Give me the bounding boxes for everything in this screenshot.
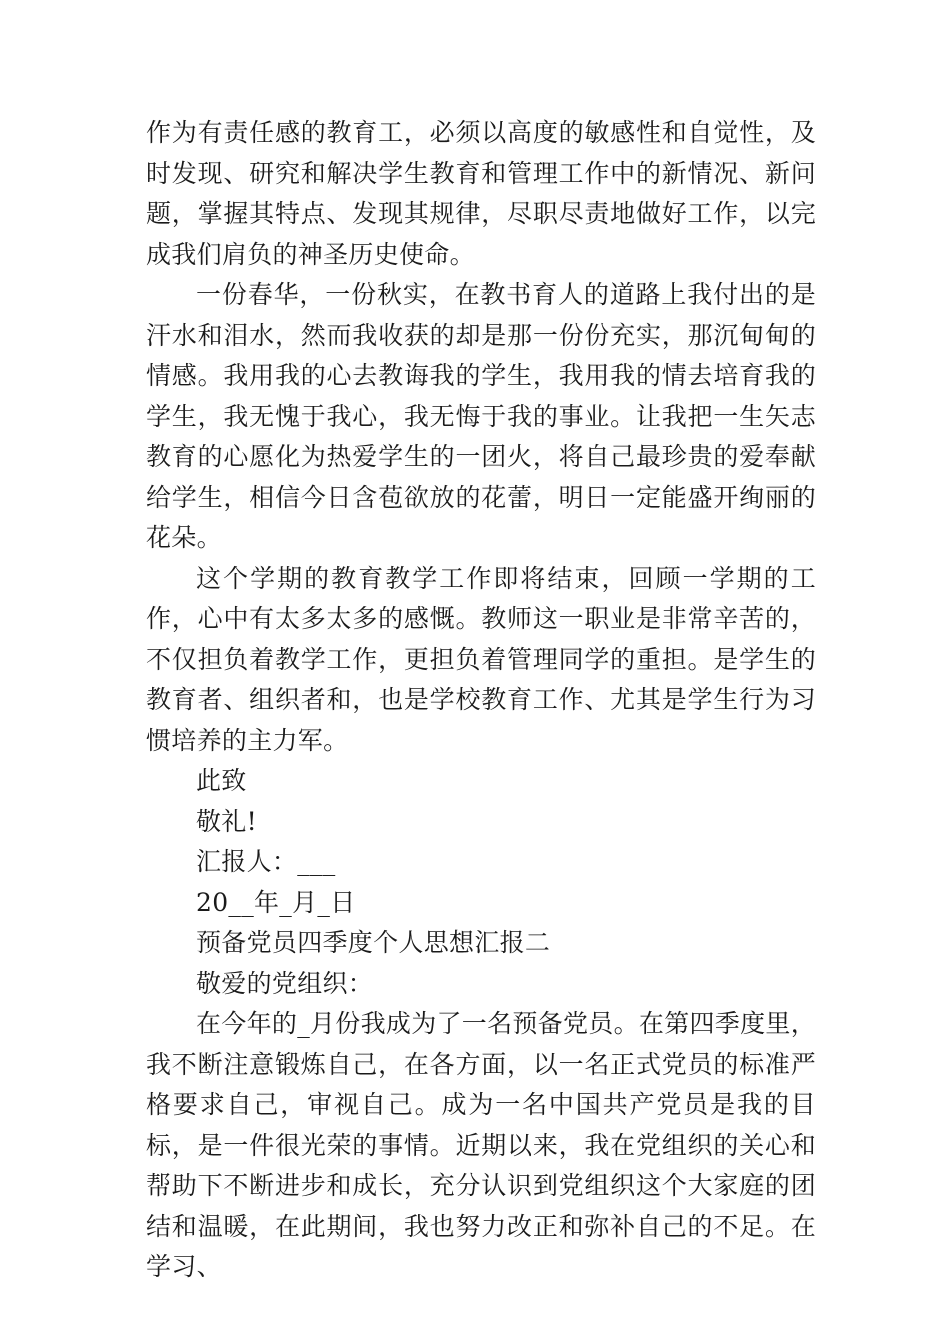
paragraph-1: 作为有责任感的教育工，必须以高度的敏感性和自觉性，及时发现、研究和解决学生教育和管理工作中的新情况、新问题，掌握其特点、发现其规律，尽职尽责地做好工作，以完成我们肩负的神圣历史使命。 bbox=[146, 118, 816, 269]
paragraph-3: 这个学期的教育教学工作即将结束，回顾一学期的工作，心中有太多太多的感慨。教师这一职业是非常辛苦的，不仅担负着教学工作，更担负着管理同学的重担。是学生的教育者、组织者和，也是学校教育工作、尤其是学生行为习惯培养的主力军。 bbox=[146, 563, 816, 755]
reporter-line: 汇报人：___ bbox=[196, 847, 336, 876]
body-paragraph: 在今年的_月份我成为了一名预备党员。在第四季度里，我不断注意锻炼自己，在各方面，以一名正式党员的标准严格要求自己，审视自己。成为一名中国共产党员是我的目标，是一件很光荣的事情。近期以来，我在党组织的关心和帮助下不断进步和成长，充分认识到党组织这个大家庭的团结和温暖，在此期间，我也努力改正和弥补自己的不足。在学习、 bbox=[146, 1009, 817, 1281]
greeting-line: 敬爱的党组织： bbox=[196, 968, 374, 998]
section-title: 预备党员四季度个人思想汇报二 bbox=[196, 928, 551, 957]
closing-line: 此致 bbox=[196, 766, 247, 795]
paragraph-2: 一份春华，一份秋实，在教书育人的道路上我付出的是汗水和泪水，然而我收获的却是那一份份充实，那沉甸甸的情感。我用我的心去教诲我的学生，我用我的情去培育我的学生，我无愧于我心，我无悔于我的事业。让我把一生矢志教育的心愿化为热爱学生的一团火，将自己最珍贵的爱奉献给学生，相信今日含苞欲放的花蕾，明日一定能盛开绚丽的花朵。 bbox=[146, 280, 816, 552]
document-page bbox=[146, 113, 816, 1288]
salute-line: 敬礼! bbox=[196, 806, 257, 836]
date-line: 20__年_月_日 bbox=[196, 887, 356, 917]
